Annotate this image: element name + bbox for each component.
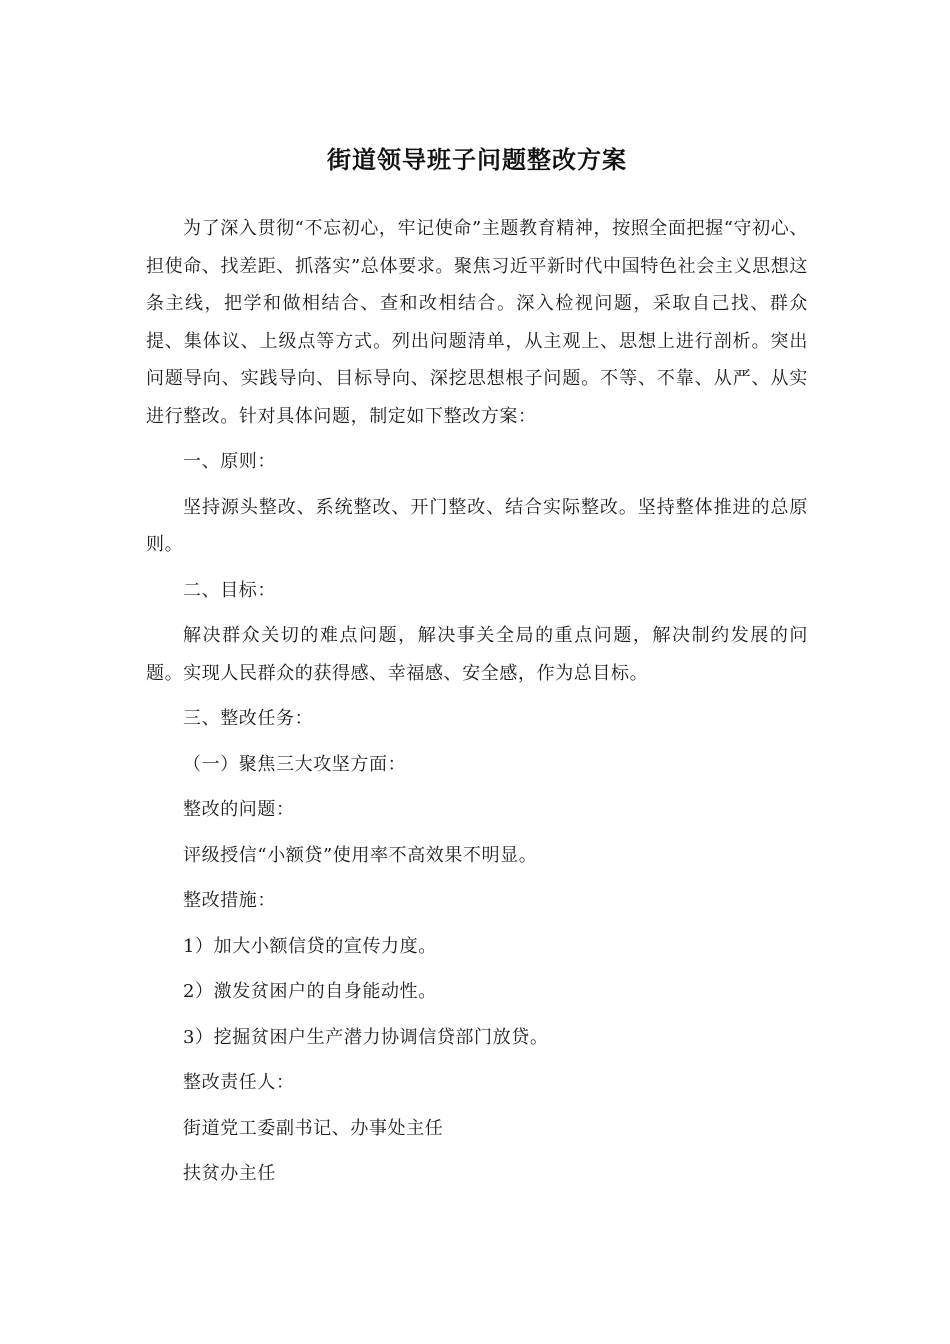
document-page [146, 140, 808, 1193]
responsible-label: 整改责任人： [183, 1072, 295, 1093]
section-heading-principles: 一、原则： [183, 451, 276, 472]
measures-label: 整改措施： [183, 890, 276, 911]
goals-paragraph: 解决群众关切的难点问题，解决事关全局的重点问题，解决制约发展的问题。实现人民群众的获得感、幸福感、安全感，作为总目标。 [146, 625, 808, 684]
responsible-person: 扶贫办主任 [183, 1163, 276, 1184]
measure-item: 3）挖掘贫困户生产潜力协调信贷部门放贷。 [183, 1026, 549, 1048]
document-title: 街道领导班子问题整改方案 [327, 146, 627, 174]
measure-item: 1）加大小额信贷的宣传力度。 [183, 935, 437, 957]
principles-paragraph: 坚持源头整改、系统整改、开门整改、结合实际整改。坚持整体推进的总原则。 [146, 496, 808, 555]
section-heading-tasks: 三、整改任务： [183, 708, 314, 729]
intro-paragraph: 为了深入贯彻“不忘初心，牢记使命”主题教育精神，按照全面把握“守初心、担使命、找差距、抓落实”总体要求。聚焦习近平新时代中国特色社会主义思想这条主线，把学和做相结合、查和改相结合。深入检视问题，采取自己找、群众提、集体议、上级点等方式。列出问题清单，从主观上、思想上进行剖析。突出问题导向、实践导向、目标导向、深挖思想根子问题。不等、不靠、从严、从实进行整改。针对具体问题，制定如下整改方案： [146, 218, 808, 427]
responsible-person: 街道党工委副书记、办事处主任 [183, 1117, 444, 1139]
problem-text: 评级授信“小额贷”使用率不高效果不明显。 [183, 844, 538, 866]
subsection-heading: （一）聚焦三大攻坚方面： [183, 753, 407, 775]
problem-label: 整改的问题： [183, 799, 295, 820]
section-heading-goals: 二、目标： [183, 579, 276, 601]
measure-item: 2）激发贫困户的自身能动性。 [183, 981, 437, 1002]
